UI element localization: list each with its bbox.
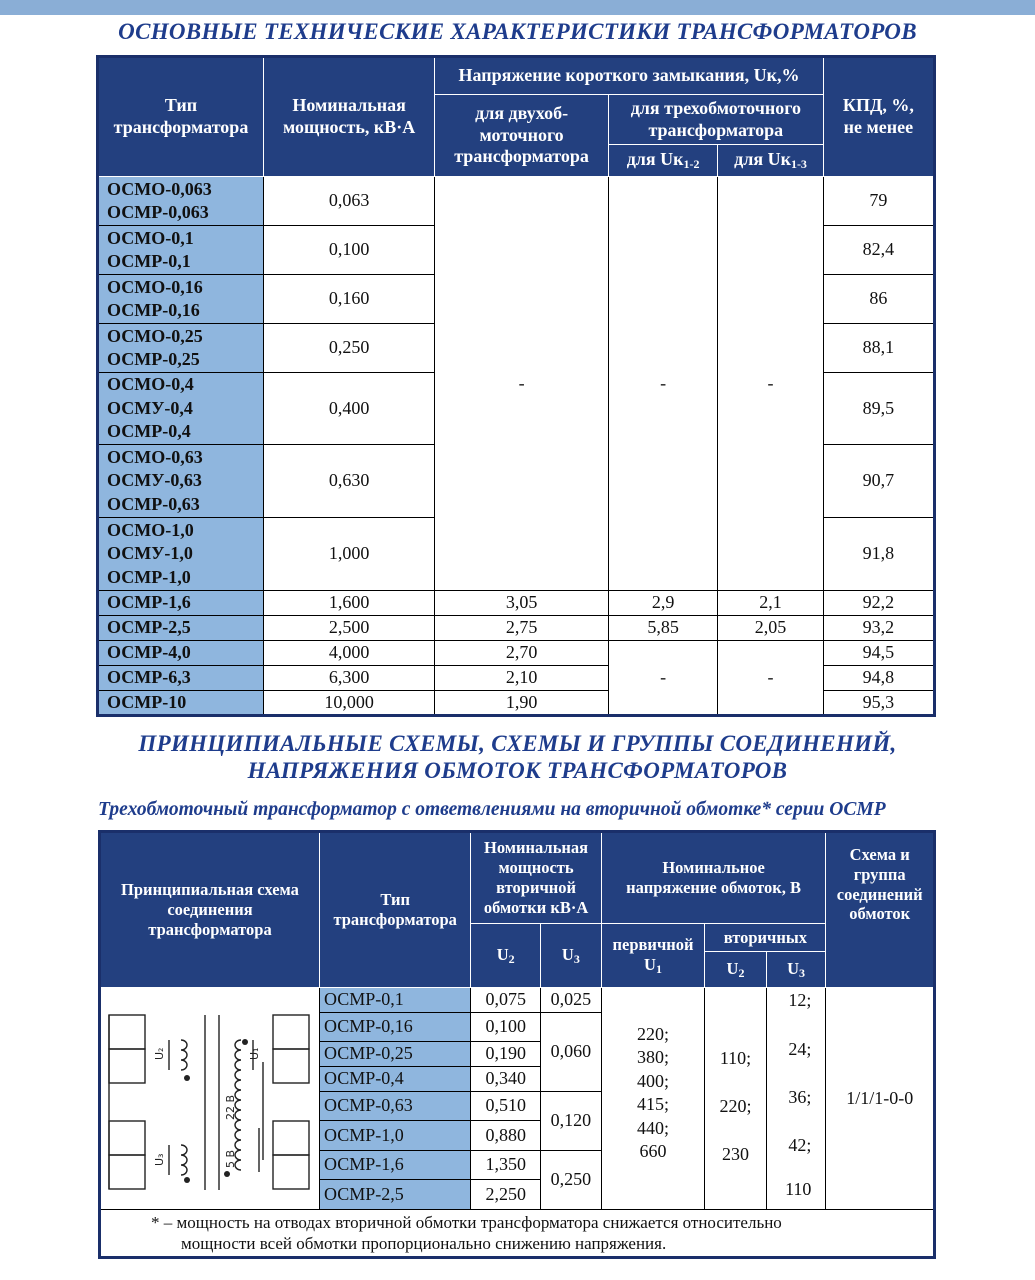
u2-power-cell: 0,510 xyxy=(471,1092,541,1121)
scheme-label-22v: 22 В xyxy=(224,1095,237,1121)
scheme-label-u3: U₃ xyxy=(153,1153,166,1167)
header-scheme: Принципиальная схема соединения трансформатора xyxy=(100,832,320,988)
two-winding-cell: 3,05 xyxy=(435,591,609,616)
header-two-winding: для двухоб-моточного трансформатора xyxy=(435,95,609,177)
header-power-u2: $U_2$ xyxy=(471,924,541,988)
schemes-table xyxy=(98,830,936,1259)
eff-cell: 79 xyxy=(823,177,934,226)
u2-power-cell: 0,340 xyxy=(471,1067,541,1092)
uk12-dash: - xyxy=(608,177,717,591)
u3-power-cell: 0,250 xyxy=(541,1151,602,1210)
eff-cell: 95,3 xyxy=(823,691,934,716)
power-cell: 4,000 xyxy=(263,641,434,666)
power-cell: 10,000 xyxy=(263,691,434,716)
u3-power-cell: 0,060 xyxy=(541,1013,602,1092)
eff-cell: 82,4 xyxy=(823,226,934,275)
primary-voltage-cell: 220; 380; 400; 415; 440; 660 xyxy=(601,988,705,1210)
eff-cell: 94,5 xyxy=(823,641,934,666)
characteristics-table xyxy=(96,55,936,717)
eff-cell: 88,1 xyxy=(823,324,934,373)
type-cell: ОСМР-4,0 xyxy=(98,641,264,666)
power-cell: 0,400 xyxy=(263,373,434,445)
eff-cell: 91,8 xyxy=(823,518,934,591)
header-efficiency: КПД, %, не менее xyxy=(823,57,934,177)
group-cell: 1/1/1-0-0 xyxy=(826,988,935,1210)
eff-cell: 86 xyxy=(823,275,934,324)
type-cell: ОСМО-0,1 ОСМР-0,1 xyxy=(98,226,264,275)
type-cell: ОСМР-0,25 xyxy=(320,1042,471,1067)
scheme-label-u1: U₁ xyxy=(248,1047,261,1061)
eff-cell: 94,8 xyxy=(823,666,934,691)
power-cell: 0,630 xyxy=(263,445,434,518)
transformer-schematic xyxy=(101,990,319,1200)
power-cell: 0,250 xyxy=(263,324,434,373)
two-winding-cell: 2,75 xyxy=(435,616,609,641)
uk12-dash: - xyxy=(608,641,717,716)
two-winding-dash: - xyxy=(435,177,609,591)
two-winding-cell: 2,10 xyxy=(435,666,609,691)
section-title-line2: НАПРЯЖЕНИЯ ОБМОТОК ТРАНСФОРМАТОРОВ xyxy=(247,758,788,783)
type-cell: ОСМР-2,5 xyxy=(320,1180,471,1210)
header-uk12: для $Uк_{1-2}$ xyxy=(608,145,717,177)
type-cell: ОСМР-2,5 xyxy=(98,616,264,641)
header-sec-u3: $U_3$ xyxy=(766,952,826,988)
power-cell: 1,600 xyxy=(263,591,434,616)
header-uk13: для $Uк_{1-3}$ xyxy=(718,145,823,177)
type-cell: ОСМО-0,63 ОСМУ-0,63 ОСМР-0,63 xyxy=(98,445,264,518)
header-primary: первичной $U_1$ xyxy=(601,924,705,988)
section-subtitle: Трехобмоточный трансформатор с ответвлениями на вторичной обмотке* серии ОСМР xyxy=(98,799,886,820)
power-cell: 0,063 xyxy=(263,177,434,226)
scheme-diagram-cell xyxy=(100,988,320,1210)
page-title: ОСНОВНЫЕ ТЕХНИЧЕСКИЕ ХАРАКТЕРИСТИКИ ТРАНСФОРМАТОРОВ xyxy=(118,19,917,44)
top-color-bar xyxy=(0,0,1035,15)
u2-power-cell: 0,190 xyxy=(471,1042,541,1067)
two-winding-cell: 1,90 xyxy=(435,691,609,716)
uk13-cell: 2,1 xyxy=(718,591,823,616)
secondary-u3-cell: 12; 24; 36; 42; 110 xyxy=(766,988,826,1210)
table-row xyxy=(100,988,935,1013)
header-secondary: вторичных xyxy=(705,924,826,952)
table-row xyxy=(98,616,935,641)
secondary-u2-cell: 110; 220; 230 xyxy=(705,988,766,1210)
u2-power-cell: 0,075 xyxy=(471,988,541,1013)
header-power: Номинальная мощность, кВ·А xyxy=(263,57,434,177)
type-cell: ОСМО-0,4 ОСМУ-0,4 ОСМР-0,4 xyxy=(98,373,264,445)
uk12-cell: 2,9 xyxy=(608,591,717,616)
power-cell: 6,300 xyxy=(263,666,434,691)
power-cell: 0,100 xyxy=(263,226,434,275)
eff-cell: 92,2 xyxy=(823,591,934,616)
eff-cell: 89,5 xyxy=(823,373,934,445)
type-cell: ОСМО-0,16 ОСМР-0,16 xyxy=(98,275,264,324)
scheme-label-5v: 5 В xyxy=(224,1150,237,1169)
type-cell: ОСМО-0,063 ОСМР-0,063 xyxy=(98,177,264,226)
eff-cell: 93,2 xyxy=(823,616,934,641)
power-cell: 1,000 xyxy=(263,518,434,591)
table-row xyxy=(98,591,935,616)
uk12-cell: 5,85 xyxy=(608,616,717,641)
footnote: * – мощность на отводах вторичной обмотки трансформатора снижается относительно мощности всей обмотки пропорционально снижению напряжения. xyxy=(100,1210,935,1258)
type-cell: ОСМО-1,0 ОСМУ-1,0 ОСМР-1,0 xyxy=(98,518,264,591)
header-type: Тип трансформатора xyxy=(98,57,264,177)
footnote-row xyxy=(100,1210,935,1258)
header-type: Тип трансформатора xyxy=(320,832,471,988)
type-cell: ОСМР-1,6 xyxy=(98,591,264,616)
header-three-winding: для трехобмоточного трансформатора xyxy=(608,95,823,145)
type-cell: ОСМР-6,3 xyxy=(98,666,264,691)
eff-cell: 90,7 xyxy=(823,445,934,518)
type-cell: ОСМР-0,63 xyxy=(320,1092,471,1121)
u2-power-cell: 0,100 xyxy=(471,1013,541,1042)
power-cell: 0,160 xyxy=(263,275,434,324)
u2-power-cell: 2,250 xyxy=(471,1180,541,1210)
section-title-line1: ПРИНЦИПИАЛЬНЫЕ СХЕМЫ, СХЕМЫ И ГРУППЫ СОЕДИНЕНИЙ, xyxy=(138,731,897,756)
type-cell: ОСМР-0,1 xyxy=(320,988,471,1013)
two-winding-cell: 2,70 xyxy=(435,641,609,666)
header-voltage: Номинальное напряжение обмоток, В xyxy=(601,832,826,924)
u3-power-cell: 0,025 xyxy=(541,988,602,1013)
u3-power-cell: 0,120 xyxy=(541,1092,602,1151)
scheme-label-u2: U₂ xyxy=(153,1047,166,1061)
type-cell: ОСМР-10 xyxy=(98,691,264,716)
table-row xyxy=(98,641,935,666)
header-group: Схема и группа соединений обмоток xyxy=(826,832,935,988)
type-cell: ОСМР-0,16 xyxy=(320,1013,471,1042)
uk13-cell: 2,05 xyxy=(718,616,823,641)
u2-power-cell: 0,880 xyxy=(471,1121,541,1151)
power-cell: 2,500 xyxy=(263,616,434,641)
uk13-dash: - xyxy=(718,641,823,716)
u2-power-cell: 1,350 xyxy=(471,1151,541,1180)
header-power-u3: $U_3$ xyxy=(541,924,602,988)
type-cell: ОСМР-0,4 xyxy=(320,1067,471,1092)
table-row xyxy=(98,177,935,226)
header-uk: Напряжение короткого замыкания, Uк,% xyxy=(435,57,823,95)
header-sec-u2: $U_2$ xyxy=(705,952,766,988)
type-cell: ОСМР-1,6 xyxy=(320,1151,471,1180)
uk13-dash: - xyxy=(718,177,823,591)
type-cell: ОСМО-0,25 ОСМР-0,25 xyxy=(98,324,264,373)
type-cell: ОСМР-1,0 xyxy=(320,1121,471,1151)
header-power: Номинальная мощность вторичной обмотки кВ·А xyxy=(471,832,601,924)
